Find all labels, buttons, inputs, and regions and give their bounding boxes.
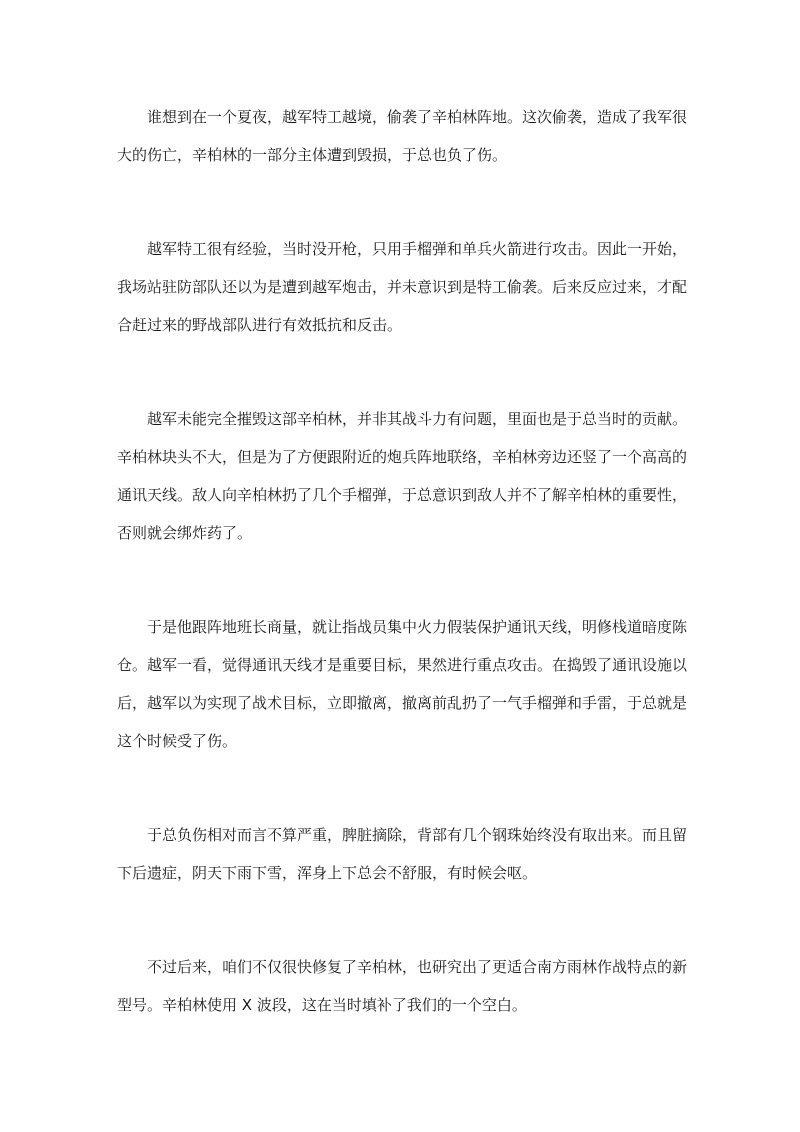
paragraph-1: 谁想到在一个夏夜，越军特工越境，偷袭了辛柏林阵地。这次偷袭，造成了我军很大的伤亡，辛柏林的一部分主体遭到毁损，于总也负了伤。 (117, 108, 688, 164)
paragraph-4: 于是他跟阵地班长商量，就让指战员集中火力假装保护通讯天线，明修栈道暗度陈仓。越军一看，觉得通讯天线才是重要目标，果然进行重点攻击。在捣毁了通讯设施以后，越军以为实现了战术目标，立即撤离，撤离前乱扔了一气手榴弹和手雷，于总就是这个时候受了伤。 (117, 618, 688, 750)
paragraph-3: 越军未能完全摧毁这部辛柏林，并非其战斗力有问题，里面也是于总当时的贡献。辛柏林块头不大，但是为了方便跟附近的炮兵阵地联络，辛柏林旁边还竖了一个高高的通讯天线。敌人向辛柏林扔了几个手榴弹，于总意识到敌人并不了解辛柏林的重要性，否则就会绑炸药了。 (117, 410, 688, 542)
paragraph-5: 于总负伤相对而言不算严重，脾脏摘除，背部有几个钢珠始终没有取出来。而且留下后遗症，阴天下雨下雪，浑身上下总会不舒服，有时候会呕。 (117, 826, 688, 882)
paragraph-6: 不过后来，咱们不仅很快修复了辛柏林，也研究出了更适合南方雨林作战特点的新型号。辛柏林使用 X 波段，这在当时填补了我们的一个空白。 (117, 958, 688, 1014)
paragraph-2: 越军特工很有经验，当时没开枪，只用手榴弹和单兵火箭进行攻击。因此一开始，我场站驻防部队还以为是遭到越军炮击，并未意识到是特工偷袭。后来反应过来，才配合赶过来的野战部队进行有效抵抗和反击。 (117, 240, 688, 334)
document-page (117, 98, 687, 1080)
